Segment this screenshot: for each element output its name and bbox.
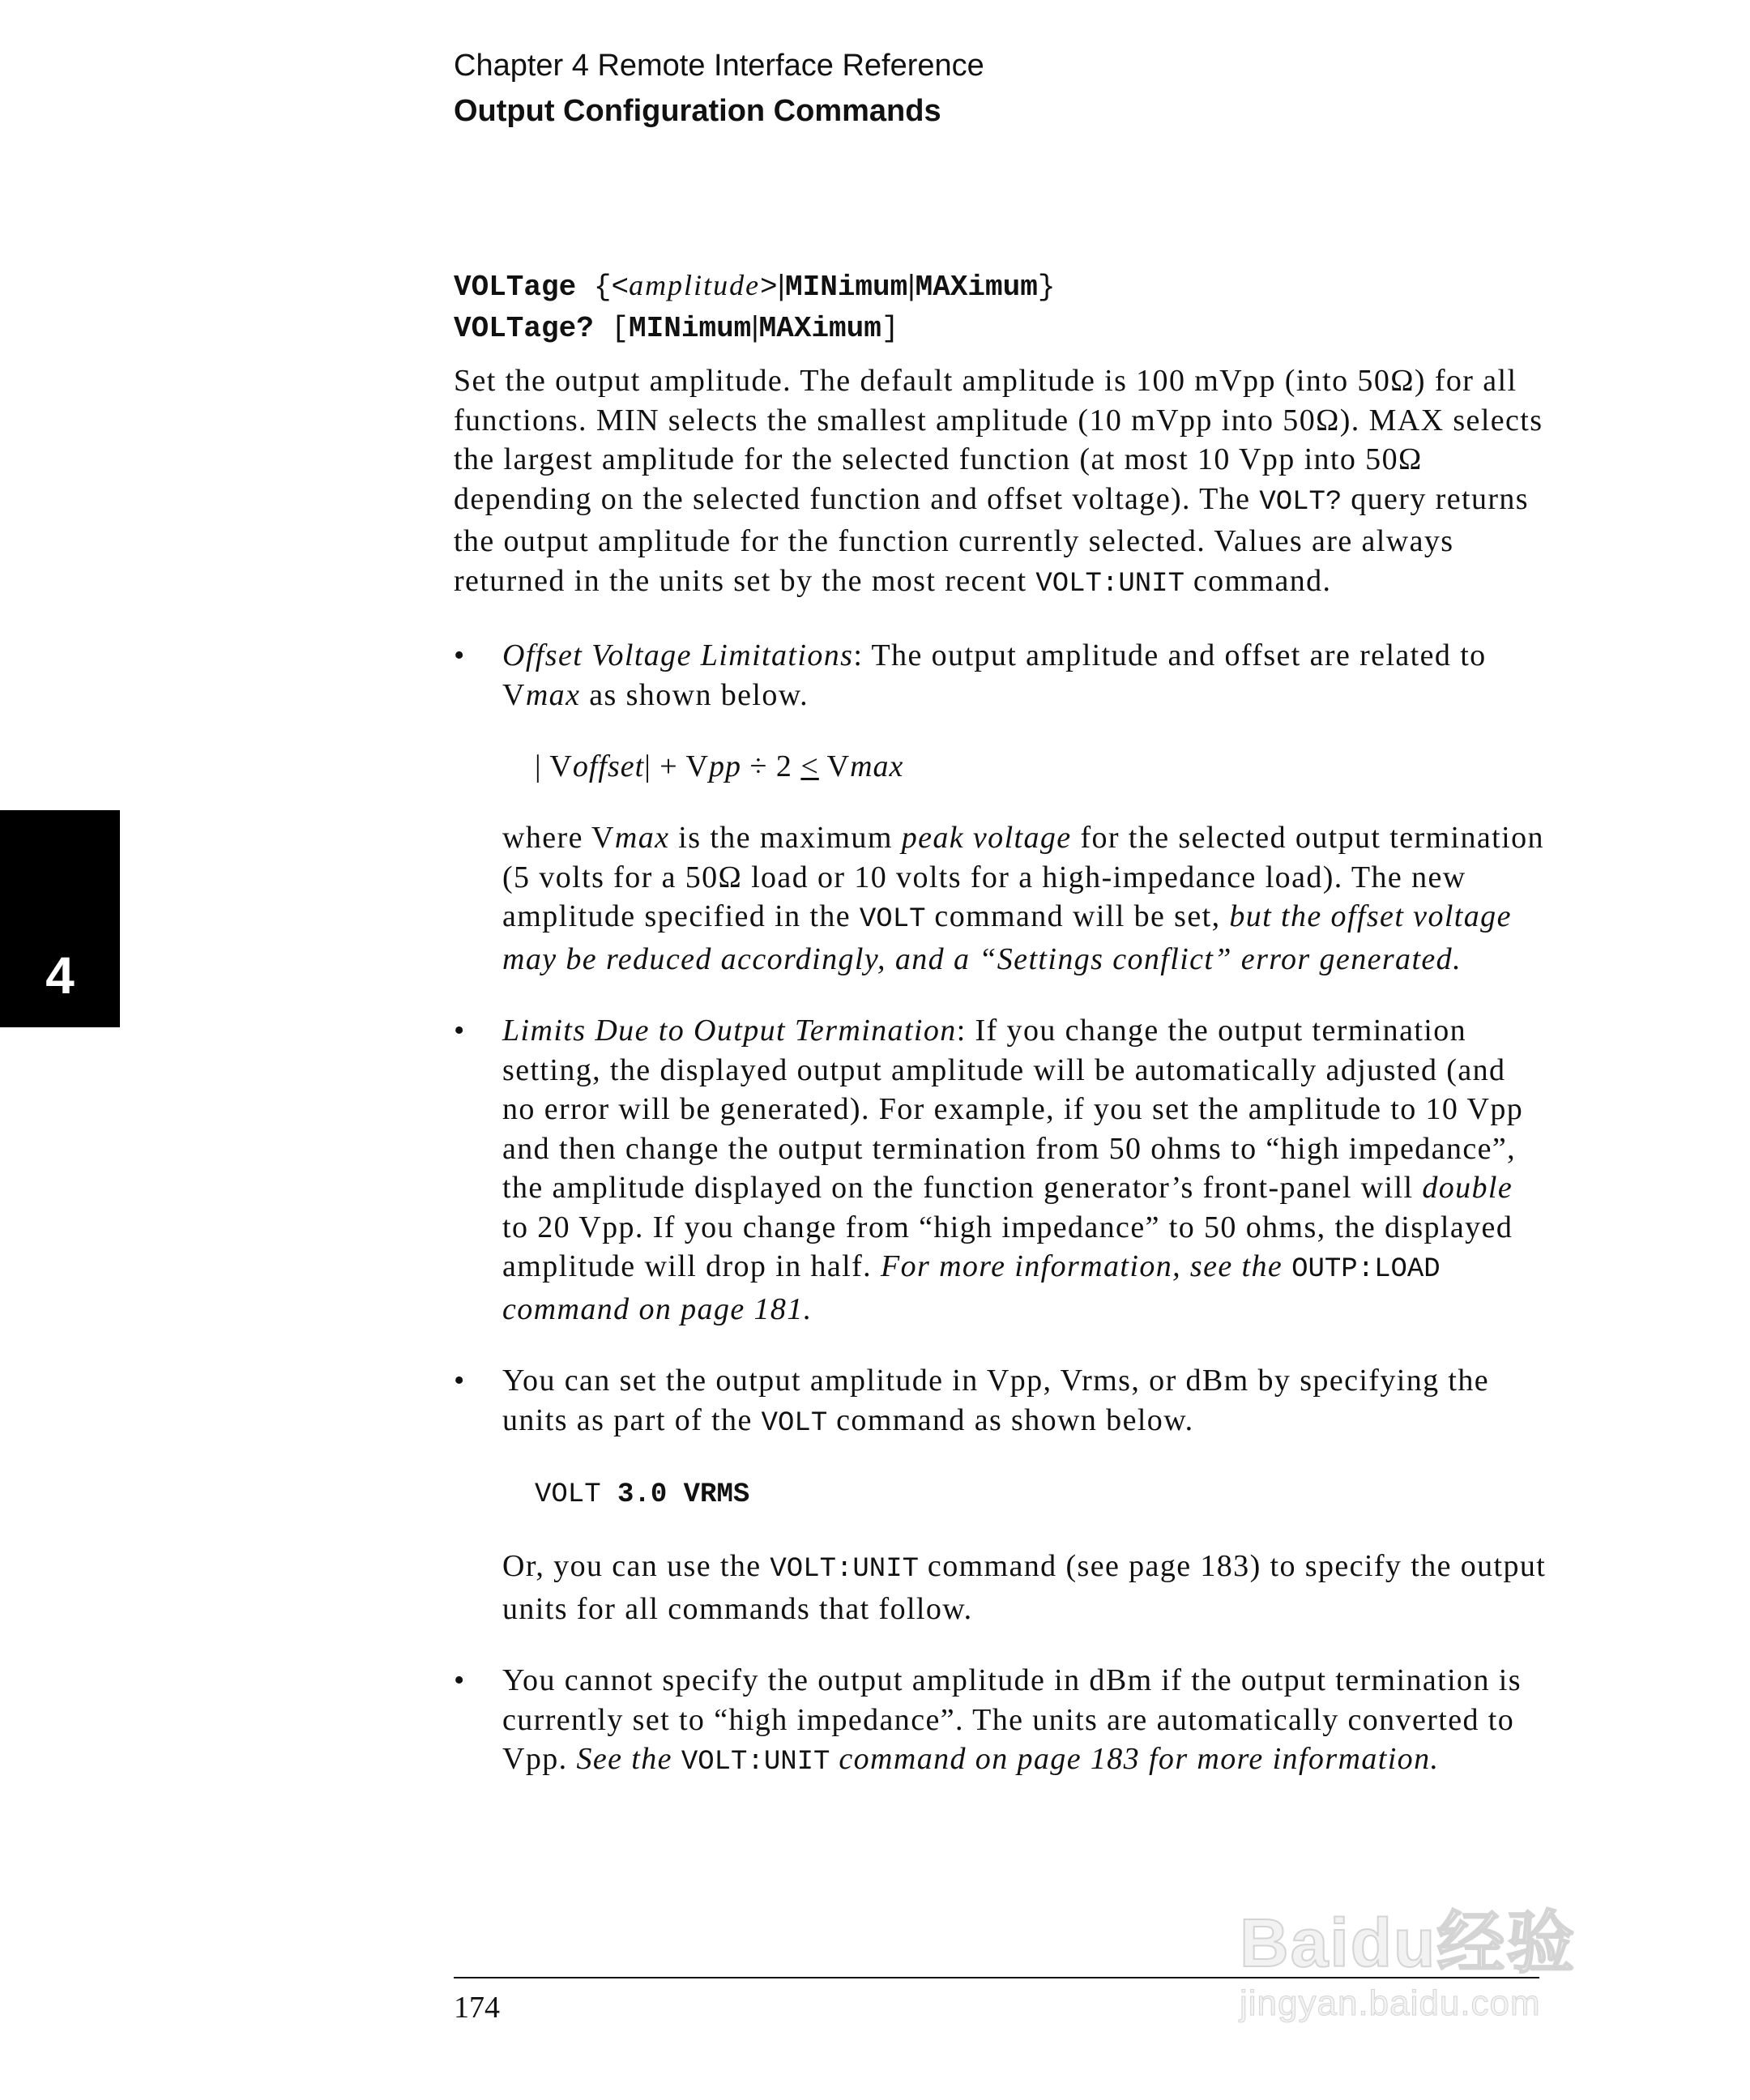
syntax-max: MAXimum [758, 312, 881, 345]
inline-code: VOLT [761, 1407, 828, 1439]
page-content [454, 266, 1547, 1782]
bullet-text: You cannot specify the output amplitude in dBm if the output termination is currently set to “high impedance”. The units are automatically converted to Vpp. See the VOLT:UNIT command on page 183 for more information. [502, 1663, 1522, 1778]
inline-code: VOLT:UNIT [770, 1554, 920, 1585]
section-heading: Output Configuration Commands [454, 94, 941, 128]
bullet-icon: • [454, 1014, 465, 1048]
watermark-main-text: Baidu经验 [1240, 1905, 1577, 1981]
bullet-text: where Vmax is the maximum peak voltage for the selected output termination (5 volts for a 50Ω load or 10 volts for a high-impedance load). The new amplitude specified in the VOLT command will be set, but the offset voltage may be reduced accordingly, and a “Settings conflict” error generated. [502, 821, 1544, 976]
bullet-title: Limits Due to Output Termination [502, 1014, 957, 1048]
syntax-brace-open: {< [593, 271, 630, 304]
bullet-termination-limits [454, 1011, 1547, 1329]
bullet-offset-limitations [454, 636, 1547, 979]
inline-code: VOLT [859, 904, 926, 935]
bullet-icon: • [454, 1364, 465, 1398]
syntax-line-query [454, 307, 1547, 348]
bullet-icon: • [454, 638, 465, 672]
inline-code: VOLT? [1259, 486, 1342, 518]
bullet-dbm-restriction [454, 1661, 1547, 1782]
less-equal-symbol: < [800, 749, 819, 783]
syntax-min: MINimum [785, 271, 908, 304]
bullet-text: Or, you can use the VOLT:UNIT command (see page 183) to specify the output units for all commands that follow. [502, 1549, 1547, 1626]
syntax-bracket-close: ] [881, 312, 899, 345]
page-number: 174 [454, 1991, 500, 2025]
syntax-query-command: VOLTage? [454, 312, 594, 345]
syntax-line-set [454, 266, 1547, 307]
bullet-title: Offset Voltage Limitations [502, 638, 854, 672]
bullet-text: Offset Voltage Limitations: The output amplitude and offset are related to Vmax as shown below. [502, 638, 1487, 712]
syntax-angle-close: > [760, 271, 778, 304]
bullet-text: Limits Due to Output Termination: If you change the output termination setting, the displayed output amplitude will be automatically adjusted (and no error will be generated). For example, if you set the amplitude to 10 Vpp and then change the output termination from 50 ohms to “high impedance”, the amplitude displayed on the function generator’s front-panel will double to 20 Vpp. If you change from “high impedance” to 50 ohms, the displayed amplitude will drop in half. For more information, see the OUTP:LOAD command on page 181. [502, 1014, 1524, 1326]
syntax-command: VOLTage [454, 271, 577, 304]
syntax-min: MINimum [629, 312, 752, 345]
bullet-amplitude-units [454, 1361, 1547, 1628]
description-paragraph: Set the output amplitude. The default amplitude is 100 mVpp (into 50Ω) for all functions. MIN selects the smallest amplitude (10 mVpp into 50Ω). MAX selects the largest amplitude for the selected function (at most 10 Vpp into 50Ω depending on the selected function and offset voltage). The VOLT? query returns the output amplitude for the function currently selected. Values are always returned in the units set by the most recent VOLT:UNIT command. [454, 364, 1543, 600]
syntax-brace-close: } [1037, 271, 1056, 304]
example-command: VOLT 3.0 VRMS [535, 1479, 750, 1510]
syntax-separator: | [777, 268, 786, 301]
syntax-param: amplitude [629, 269, 761, 301]
inline-code: VOLT:UNIT [681, 1747, 830, 1778]
chapter-heading: Chapter 4 Remote Interface Reference [454, 49, 984, 83]
syntax-separator: | [907, 268, 916, 301]
chapter-tab: 4 [0, 810, 120, 1027]
syntax-bracket-open: [ [611, 312, 630, 345]
inline-code: VOLT:UNIT [1035, 568, 1184, 600]
bullet-icon: • [454, 1663, 465, 1697]
syntax-max: MAXimum [915, 271, 1038, 304]
inline-code: OUTP:LOAD [1291, 1254, 1441, 1285]
baidu-watermark-logo [1240, 1902, 1677, 2040]
bullet-text: You can set the output amplitude in Vpp, Vrms, or dBm by specifying the units as part of the VOLT command as shown below. [502, 1364, 1490, 1439]
watermark-url: jingyan.baidu.com [1240, 1983, 1541, 2023]
syntax-separator: | [751, 309, 759, 343]
offset-formula: | Voffset| + Vpp ÷ 2 < Vmax [535, 749, 904, 783]
